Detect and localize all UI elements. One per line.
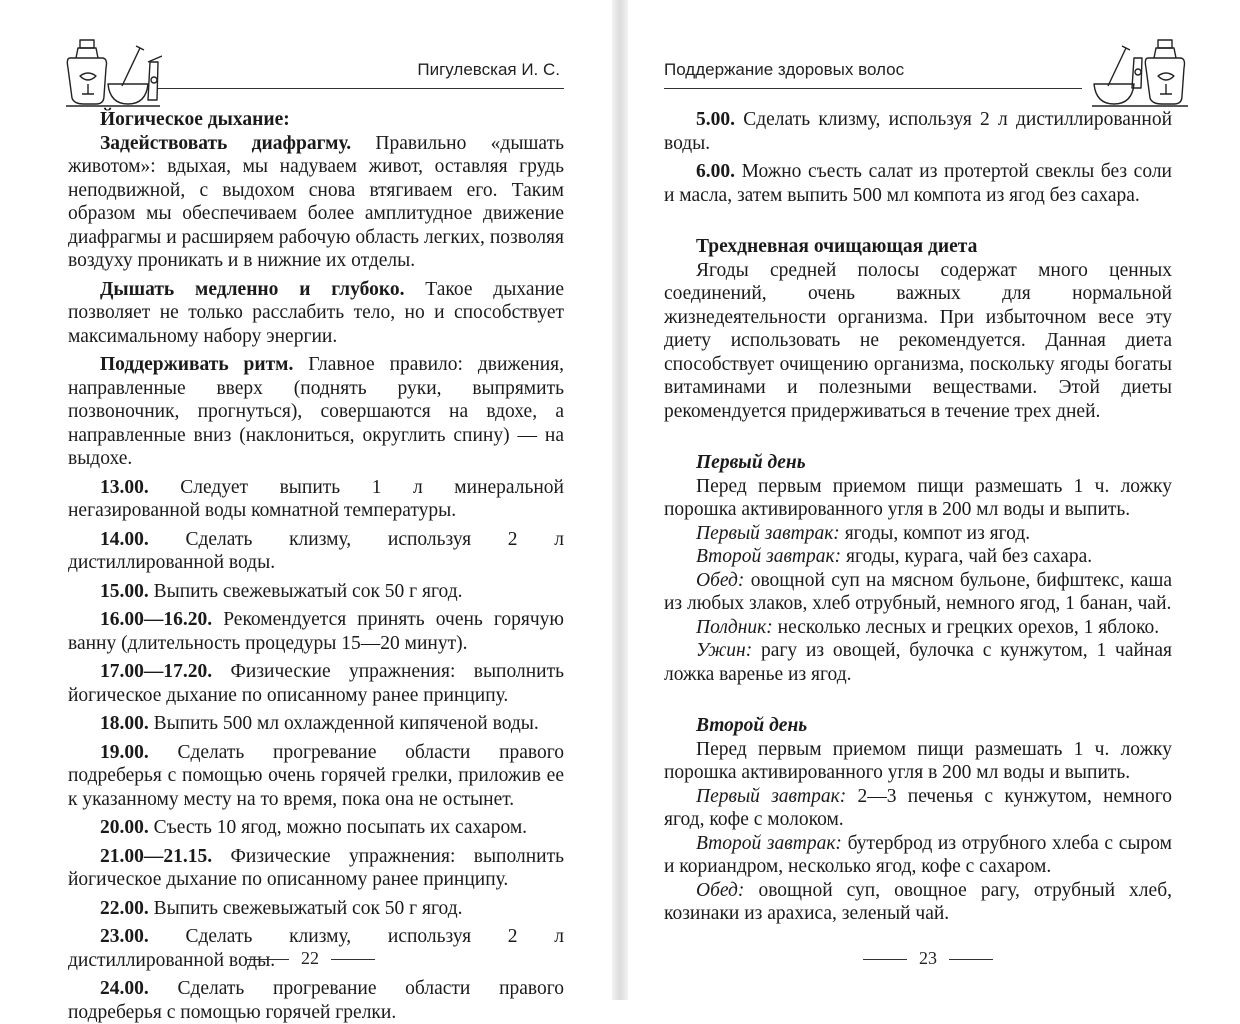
meal-label: Первый завтрак: — [696, 522, 840, 544]
folio-dash — [949, 959, 993, 960]
schedule-entry — [68, 897, 564, 921]
left-page — [0, 0, 612, 1023]
schedule-entry — [664, 160, 1172, 207]
entry-text: Можно съесть салат из протертой свеклы без соли и масла, затем выпить 500 мл компота из ягод без сахара. — [664, 161, 1172, 206]
time-label: 6.00. — [696, 161, 735, 182]
entry-text: Выпить свежевыжатый сок 50 г ягод. — [148, 580, 463, 602]
day-heading-text: Второй день — [696, 715, 808, 736]
apothecary-emblem-icon — [62, 28, 162, 110]
entry-text: Физические упражнения: выполнить йогическое дыхание по описанному ранее принципу. — [68, 661, 564, 706]
paragraph: Перед первым приемом пищи размешать 1 ч. ложку порошка активированного угля в 200 мл воды и выпить. — [664, 738, 1172, 783]
meal-text: ягоды, курага, чай без сахара. — [841, 546, 1093, 567]
time-label: 22.00. — [100, 897, 149, 919]
running-head: Поддержание здоровых волос — [664, 60, 905, 79]
paragraph-lead: Поддерживать ритм. — [100, 354, 294, 375]
time-label: 17.00—17.20. — [100, 661, 213, 682]
schedule-entry — [664, 108, 1172, 155]
schedule-entry — [68, 580, 564, 604]
right-page — [628, 0, 1240, 1000]
meal-label: Второй завтрак: — [696, 546, 842, 567]
section-heading — [664, 235, 1172, 259]
body-text — [664, 108, 1172, 926]
meal-label: Ужин: — [696, 640, 753, 661]
entry-text: Выпить свежевыжатый сок 50 г ягод. — [148, 897, 463, 919]
entry-text: Рекомендуется принять очень горячую ванну (длительность процедуры 15—20 минут). — [68, 609, 564, 654]
paragraph-lead: Задействовать диафрагму. — [100, 132, 352, 154]
paragraph-text: Такое дыхание позволяет не только расслабить тело, но и способствует максимальному набору энергии. — [68, 278, 565, 347]
schedule-entry — [68, 476, 564, 523]
meal-label: Первый завтрак: — [696, 785, 847, 807]
entry-text: Физические упражнения: выполнить йогическое дыхание по описанному ранее принципу. — [68, 845, 564, 890]
paragraph-text: Главное правило: движения, направленные вверх (поднять руки, выпрямить позвоночник, прогнуться), совершаются на вдохе, а направленные вниз (наклониться, округлить спину) — на выдохе. — [68, 354, 564, 469]
paragraph-lead: Йогическое дыхание: — [100, 109, 290, 130]
page-number-value: 23 — [919, 948, 937, 968]
paragraph: Перед первым приемом пищи размешать 1 ч. ложку порошка активированного угля в 200 мл воды и выпить. — [664, 475, 1172, 520]
schedule-entry — [68, 608, 564, 655]
schedule-entry — [68, 741, 564, 812]
meal-entry — [664, 616, 1172, 640]
meal-label: Обед: — [696, 879, 745, 901]
meal-text: бутерброд из отрубного хлеба с сыром и кориандром, несколько ягод, кофе с сахаром. — [664, 832, 1172, 877]
folio-dash — [863, 959, 907, 960]
meal-label: Полдник: — [696, 616, 773, 638]
page-number-value: 22 — [301, 948, 319, 968]
schedule-entry — [68, 660, 564, 707]
meal-text: овощной суп на мясном бульоне, бифштекс, каша из любых злаков, хлеб отрубный, немного ягод, 1 банан, чай. — [664, 569, 1172, 614]
entry-text: Следует выпить 1 л минеральной негазированной воды комнатной температуры. — [68, 476, 564, 521]
meal-text: несколько лесных и грецких орехов, 1 яблоко. — [772, 616, 1160, 638]
header-rule — [664, 88, 1082, 89]
time-label: 16.00—16.20. — [100, 609, 213, 630]
meal-entry — [664, 545, 1172, 569]
body-text — [68, 108, 564, 1024]
book-spine — [612, 0, 628, 1000]
entry-text: Сделать прогревание области правого подреберья с помощью очень горячей грелки, приложив ее к указанному месту на то время, пока она не остынет. — [68, 741, 564, 810]
paragraph: Ягоды средней полосы содержат много ценных соединений, очень важных для нормальной жизнедеятельности организма. При избыточном весе эту диету использовать не рекомендуется. Данная диета способствует очищению организма, поскольку ягоды богаты витаминами и полезными веществами. Этой диеты рекомендуется придерживаться в течение трех дней. — [664, 259, 1172, 422]
folio-dash — [245, 959, 289, 960]
entry-text: Выпить 500 мл охлажденной кипяченой воды. — [148, 713, 539, 734]
day-heading — [664, 714, 1172, 738]
running-head: Пигулевская И. С. — [417, 60, 560, 79]
meal-entry — [664, 785, 1172, 832]
schedule-entry — [68, 528, 564, 575]
entry-text: Сделать клизму, используя 2 л дистиллированной воды. — [68, 926, 564, 971]
schedule-entry — [68, 845, 564, 892]
meal-entry — [664, 639, 1172, 686]
time-label: 18.00. — [100, 713, 149, 734]
meal-text: ягоды, компот из ягод. — [839, 522, 1031, 544]
header-rule — [158, 88, 564, 89]
paragraph-lead: Дышать медленно и глубоко. — [100, 278, 405, 300]
paragraph — [68, 353, 564, 471]
meal-entry — [664, 832, 1172, 879]
time-label: 23.00. — [100, 926, 149, 947]
meal-entry — [664, 879, 1172, 926]
meal-text: рагу из овощей, булочка с кунжутом, 1 чайная ложка варенье из ягод. — [664, 640, 1172, 685]
time-label: 14.00. — [100, 528, 149, 550]
paragraph — [68, 132, 564, 273]
meal-label: Второй завтрак: — [696, 832, 842, 854]
time-label: 13.00. — [100, 476, 149, 498]
page-number — [628, 948, 1228, 969]
paragraph-text: Правильно «дышать животом»: вдыхая, мы надуваем живот, оставляя грудь неподвижной, с выдохом снова втягиваем его. Таким образом мы обеспечиваем более амплитудное движение диафрагмы и расширяем рабочую область легких, позволяя воздуху проникать и в нижние их отделы. — [68, 132, 564, 271]
diet-heading: Трехдневная очищающая диета — [696, 236, 978, 257]
schedule-entry — [68, 712, 564, 736]
time-label: 21.00—21.15. — [100, 845, 213, 867]
meal-entry — [664, 569, 1172, 616]
meal-label: Обед: — [696, 569, 745, 591]
folio-dash — [331, 959, 375, 960]
paragraph — [68, 278, 564, 349]
entry-text: Сделать прогревание области правого подреберья с помощью горячей грелки. — [68, 978, 564, 1023]
entry-text: Сделать клизму, используя 2 л дистиллированной воды. — [68, 528, 564, 573]
day-heading — [664, 451, 1172, 475]
time-label: 19.00. — [100, 741, 149, 763]
schedule-entry — [68, 977, 564, 1024]
entry-text: Сделать клизму, используя 2 л дистиллированной воды. — [664, 109, 1172, 154]
time-label: 5.00. — [696, 109, 735, 130]
time-label: 15.00. — [100, 580, 149, 602]
apothecary-emblem-icon — [1090, 28, 1190, 110]
time-label: 24.00. — [100, 978, 149, 999]
meal-text: овощной суп, овощное рагу, отрубный хлеб, козинаки из арахиса, зеленый чай. — [664, 879, 1172, 924]
page-number — [0, 948, 620, 969]
schedule-entry — [68, 816, 564, 840]
day-heading-text: Первый день — [696, 452, 806, 473]
paragraph — [68, 108, 564, 132]
entry-text: Съесть 10 ягод, можно посыпать их сахаром. — [148, 817, 528, 838]
time-label: 20.00. — [100, 817, 149, 838]
meal-text: 2—3 печенья с кунжутом, немного ягод, кофе с молоком. — [664, 785, 1172, 830]
meal-entry — [664, 522, 1172, 546]
